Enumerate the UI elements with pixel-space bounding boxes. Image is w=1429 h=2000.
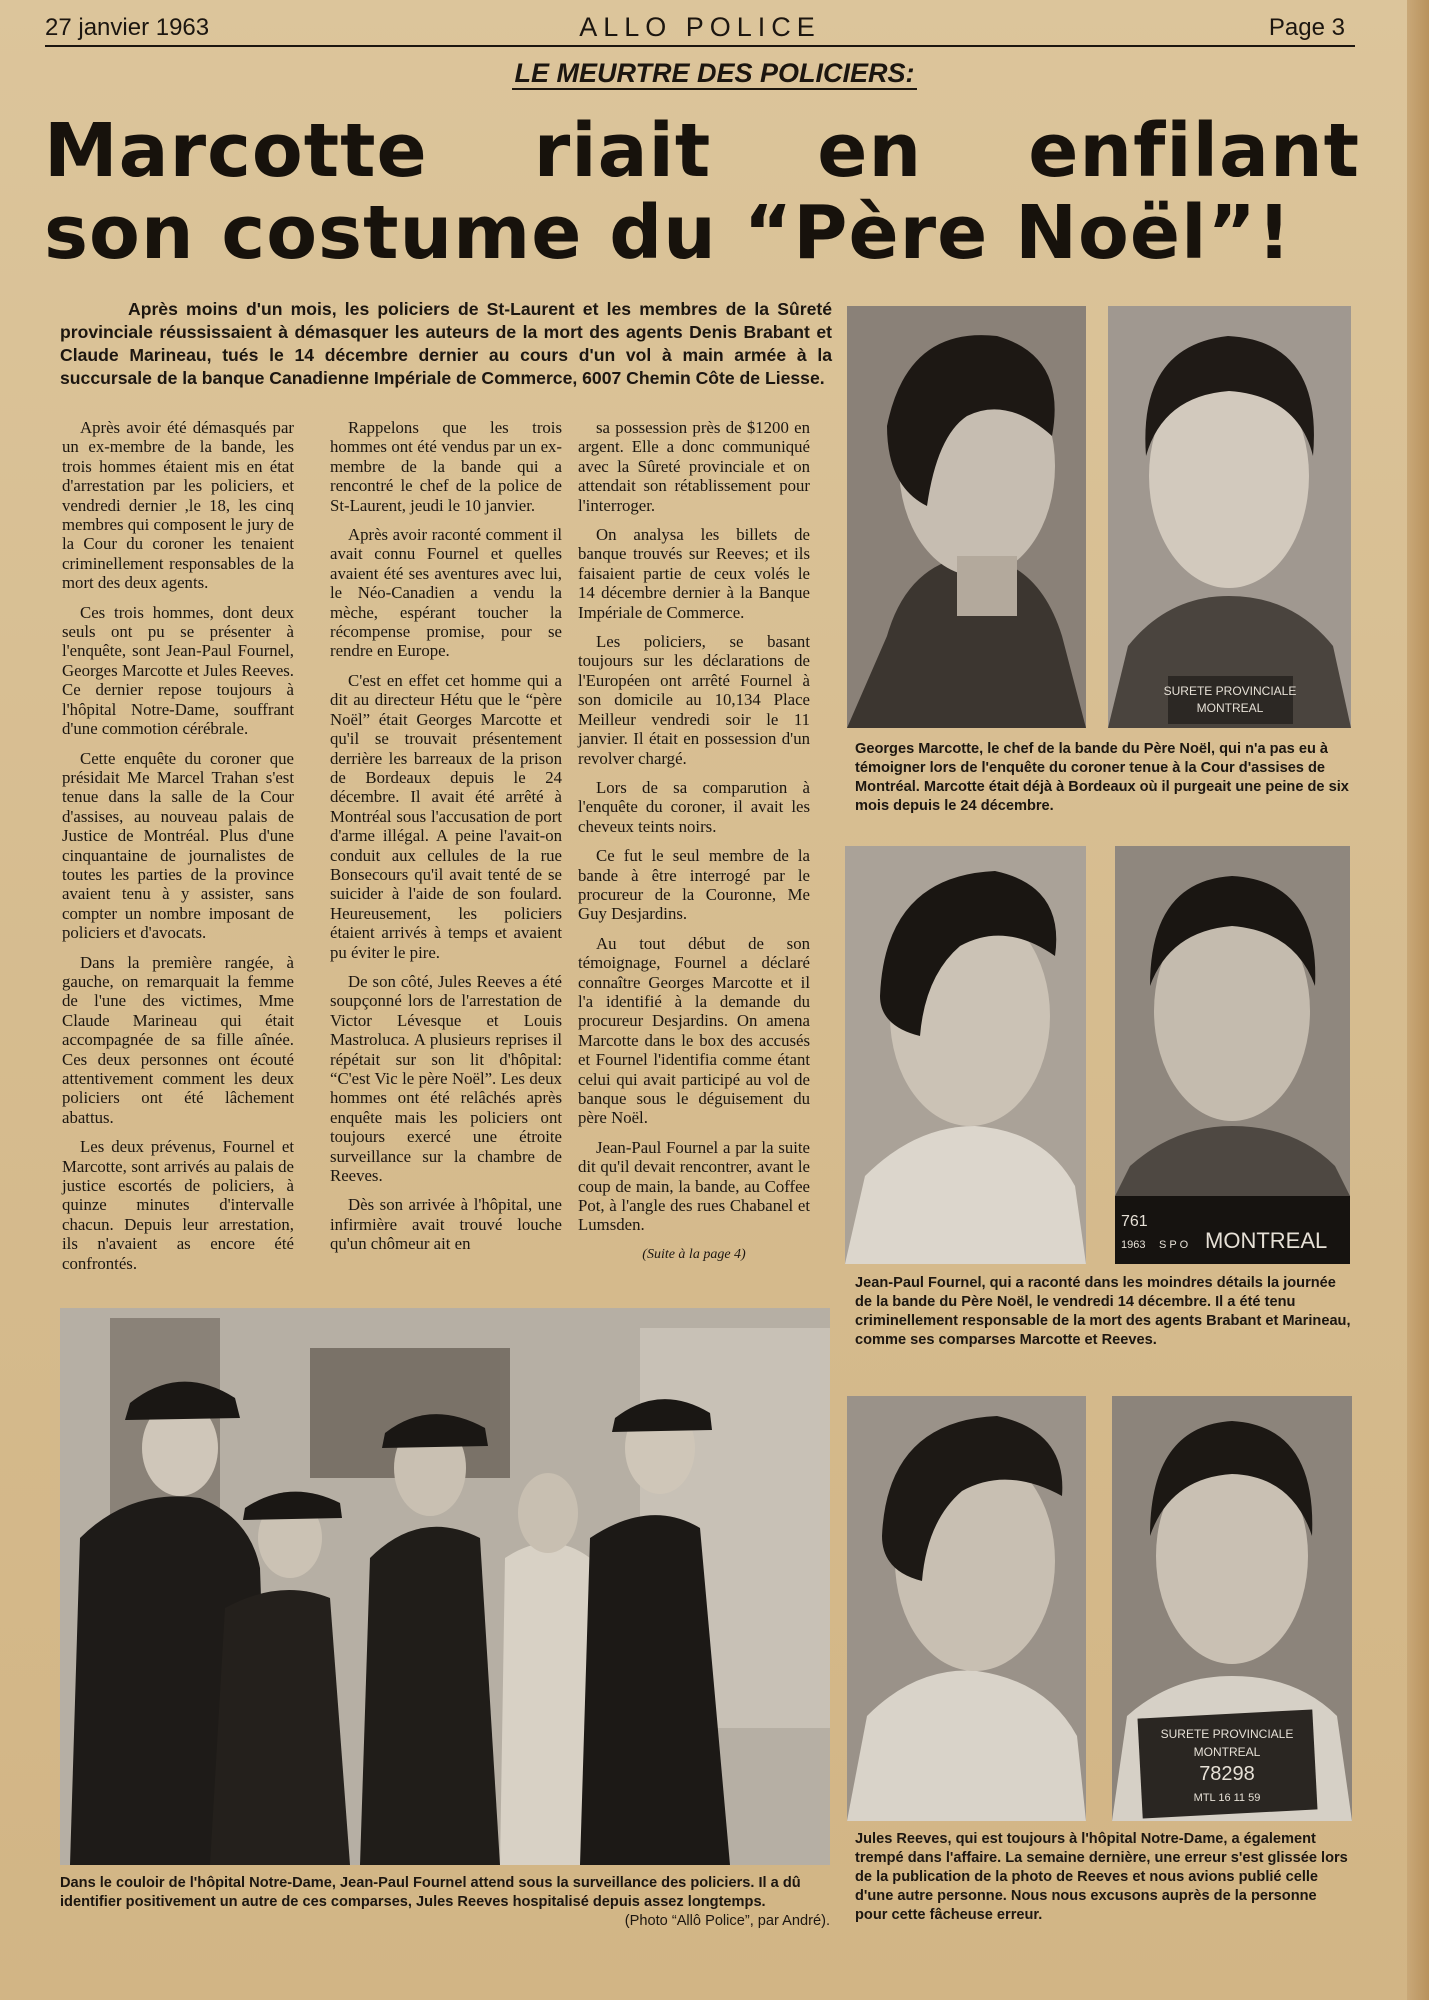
- fournel-profile-photo: [845, 846, 1086, 1264]
- reeves-profile-photo: [847, 1396, 1086, 1821]
- paragraph: C'est en effet cet homme qui a dit au directeur Hétu que le “père Noël” était Georges Marcotte et qu'il se trouvait présentement derrière les barreaux de la prison de Bordeaux depuis le 24 décembre. Il avait été arrêté à Montréal sous l'accusation de port d'arme illégal. A peine l'avait-on conduit aux cellules de la rue Bonsecours qu'il avait tenté de se suicider à l'aide de son foulard. Heureusement, les policiers étaient arrivés à temps et avaient pu éviter le pire.: [330, 670, 562, 962]
- headline-line-1: Marcotte riait en enfilant: [44, 108, 1360, 194]
- mugshot-plate-spo: S P O: [1159, 1239, 1189, 1251]
- photo-credit: (Photo “Allô Police”, par André).: [624, 1913, 830, 1929]
- marcotte-front-photo: [1108, 306, 1351, 728]
- paragraph: Ces trois hommes, dont deux seuls ont pu se présenter à l'enquête, sont Jean-Paul Fournel, Georges Marcotte et Jules Reeves. Ce dernier repose toujours à l'hôpital Notre-Dame, souffrant d'une commotion cérébrale.: [62, 602, 294, 739]
- mugshot-plate-city: MONTREAL: [1205, 1228, 1328, 1253]
- paragraph: Cette enquête du coroner que présidait Me Marcel Trahan s'est tenue dans la salle de la Cour d'assises, au nouveau palais de Justice de Montréal. Plus d'une cinquantaine de journalistes de toutes les parties de la province avaient tenu à y assister, sans compter un nombre imposant de policiers et d'avocats.: [62, 748, 294, 943]
- paragraph: Ce fut le seul membre de la bande à être interrogé par le procureur de la Couronne, Me Guy Desjardins.: [578, 846, 810, 924]
- mugshot-plate-number: 761: [1121, 1213, 1148, 1230]
- kicker-text: LE MEURTRE DES POLICIERS:: [514, 58, 915, 88]
- fournel-caption: Jean-Paul Fournel, qui a raconté dans les moindres détails la journée de la bande du Père Noël, le vendredi 14 décembre. Il a été tenu criminellement responsable de la mort des agents Brabant et Marineau, comme ses comparses Marcotte et Reeves.: [855, 1275, 1351, 1348]
- mugshot-plate-year: 1963: [1121, 1239, 1146, 1251]
- paragraph: Les deux prévenus, Fournel et Marcotte, sont arrivés au palais de justice escortés de policiers, à quinze minutes d'intervalle chacun. Depuis leur arrestation, ils n'avaient as encore été confrontés.: [62, 1137, 294, 1273]
- paragraph: sa possession près de $1200 en argent. Elle a donc communiqué avec la Sûreté provinciale et on attendait son rétablissement pour l'interroger.: [578, 418, 810, 515]
- main-caption-text: Dans le couloir de l'hôpital Notre-Dame, Jean-Paul Fournel attend sous la surveillance des policiers. Il a dû identifier positivement un autre de ces comparses, Jules Reeves hospitalisé depuis assez longtemps.: [60, 1875, 801, 1910]
- fournel-front-photo: [1115, 846, 1350, 1264]
- mugshot-plate-text: MONTREAL: [1193, 1745, 1261, 1759]
- headline: [44, 110, 1360, 274]
- paragraph: Après avoir été démasqués par un ex-membre de la bande, les trois hommes étaient mis en état d'arrestation par les policiers, et vendredi dernier ,le 18, les cinq membres qui composent le jury de la Cour du coroner les tenaient criminellement responsables de la mort des deux agents.: [62, 418, 294, 593]
- paragraph: Les policiers, se basant toujours sur les déclarations de l'Européen ont arrêté Fournel à son domicile au 10,134 Place Meilleur vendredi soir le 11 janvier. Il était en possession d'un revolver chargé.: [578, 632, 810, 768]
- hospital-corridor-photo: [60, 1308, 830, 1865]
- article-column-3: [578, 418, 810, 1274]
- article-column-1: [62, 418, 294, 1283]
- mugshot-plate-number: 78298: [1199, 1763, 1255, 1785]
- lead-paragraph: Après moins d'un mois, les policiers de St-Laurent et les membres de la Sûreté provinciale réussissaient à démasquer les auteurs de la mort des agents Denis Brabant et Claude Marineau, tués le 14 décembre dernier au cours d'un vol à main armée à la succursale de la banque Canadienne Impériale de Commerce, 6007 Chemin Côte de Liesse.: [60, 299, 832, 388]
- newspaper-title: ALLO POLICE: [579, 12, 821, 42]
- kicker: [0, 58, 1429, 89]
- continued-note: (Suite à la page 4): [642, 1246, 746, 1262]
- mugshot-plate-date: MTL 16 11 59: [1193, 1792, 1261, 1804]
- main-photo-caption: [60, 1874, 830, 1931]
- issue-date: 27 janvier 1963: [45, 14, 210, 41]
- mugshot-plate-text: SURETE PROVINCIALE: [1163, 684, 1297, 698]
- masthead-rule: [45, 45, 1355, 47]
- article-column-2: [330, 418, 562, 1264]
- masthead: [45, 10, 1355, 46]
- paragraph: Au tout début de son témoignage, Fournel a déclaré connaître Georges Marcotte et il l'a identifié à la demande du procureur Desjardins. On amena Marcotte dans le box des accusés et Fournel l'identifia comme étant celui qui avait participé au vol de banque sous le déguisement du père Noël.: [578, 933, 810, 1128]
- paragraph: Jean-Paul Fournel a par la suite dit qu'il devait rencontrer, avant le coup de main, la bande, au Coffee Pot, à l'angle des rues Chabanel et Lumsden.: [578, 1137, 810, 1235]
- reeves-caption: Jules Reeves, qui est toujours à l'hôpital Notre-Dame, a également trempé dans l'affaire. La semaine dernière, une erreur s'est glissée lors de la publication de la photo de Reeves et nous avions publié celle d'une autre personne. Nous nous excusons auprès de la personne pour cette fâcheuse erreur.: [855, 1831, 1348, 1923]
- paragraph: Lors de sa comparution à l'enquête du coroner, il avait les cheveux teints noirs.: [578, 777, 810, 836]
- paragraph: De son côté, Jules Reeves a été soupçonné lors de l'arrestation de Victor Lévesque et Louis Mastroluca. A plusieurs reprises il répétait sur son lit d'hôpital: “C'est Vic le père Noël”. Les deux hommes ont été relâchés après enquête mais les policiers ont toujours exercé une étroite surveillance sur la chambre de Reeves.: [330, 971, 562, 1186]
- paragraph: On analysa les billets de banque trouvés sur Reeves; et ils faisaient partie de ceux volés le 14 décembre dernier à la Banque Impériale de Commerce.: [578, 525, 810, 622]
- marcotte-profile-photo: [847, 306, 1086, 728]
- page-edge: [1407, 0, 1429, 2000]
- headline-line-2: son costume du “Père Noël”!: [44, 190, 1292, 276]
- paragraph: Dans la première rangée, à gauche, on remarquait la femme de l'une des victimes, Mme Claude Marineau qui était accompagnée de sa fille aînée. Ces deux personnes ont écouté attentivement comment les deux policiers ont été lâchement abattus.: [62, 952, 294, 1127]
- mugshot-plate-text: MONTREAL: [1196, 701, 1264, 715]
- paragraph: Dès son arrivée à l'hôpital, une infirmière avait trouvé louche qu'un chômeur ait en: [330, 1195, 562, 1254]
- paragraph: Rappelons que les trois hommes ont été vendus par un ex-membre de la bande qui a rencontré le chef de la police de St-Laurent, jeudi le 10 janvier.: [330, 418, 562, 515]
- reeves-front-photo: [1112, 1396, 1352, 1821]
- mugshot-plate-text: SURETE PROVINCIALE: [1160, 1727, 1294, 1741]
- paragraph: Après avoir raconté comment il avait connu Fournel et quelles avaient été ses aventures avec lui, le Néo-Canadien a vendu la mèche, espérant toucher la récompense promise, pour se rendre en Europe.: [330, 525, 562, 661]
- marcotte-caption: Georges Marcotte, le chef de la bande du Père Noël, qui n'a pas eu à témoigner lors de l'enquête du coroner tenue à la Cour d'assises de Montréal. Marcotte était déjà à Bordeaux où il purgeait une peine de six mois depuis le 24 décembre.: [855, 741, 1349, 814]
- page-number: Page 3: [1268, 14, 1345, 41]
